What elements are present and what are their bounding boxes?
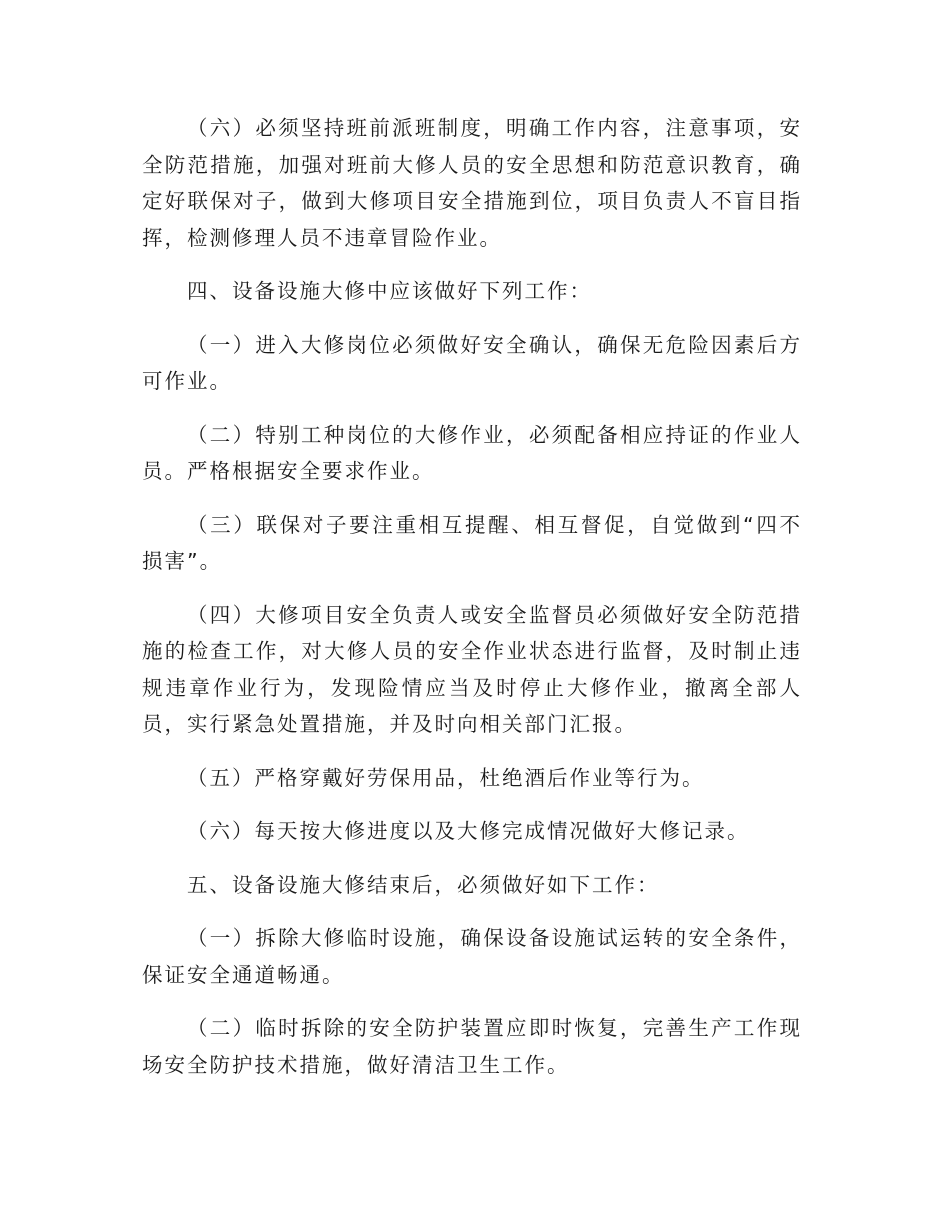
section-heading-5: 五、设备设施大修结束后，必须做好如下工作： xyxy=(187,872,660,897)
section-heading-4: 四、设备设施大修中应该做好下列工作： xyxy=(187,279,592,303)
document-body xyxy=(142,110,802,1100)
paragraph-item-2-certified-personnel: （二）特别工种岗位的大修作业，必须配备相应持证的作业人员。严格根据安全要求作业。 xyxy=(142,422,802,483)
paragraph-item-2-restore-protection: （二）临时拆除的安全防护装置应即时恢复，完善生产工作现场安全防护技术措施，做好清洁卫生工作。 xyxy=(142,1016,802,1077)
paragraph-item-6-daily-records: （六）每天按大修进度以及大修完成情况做好大修记录。 xyxy=(187,819,750,843)
paragraph-item-1-remove-temporary-facilities: （一）拆除大修临时设施，确保设备设施试运转的安全条件，保证安全通道畅通。 xyxy=(142,926,802,987)
paragraph-item-4-safety-supervisor: （四）大修项目安全负责人或安全监督员必须做好安全防范措施的检查工作，对大修人员的安全作业状态进行监督，及时制止违规违章作业行为，发现险情应当及时停止大修作业，撤离全部人员，实行紧急处置措施，并及时向相关部门汇报。 xyxy=(142,602,802,736)
paragraph-item-3-mutual-reminder: （三）联保对子要注重相互提醒、相互督促，自觉做到“四不损害”。 xyxy=(142,512,802,573)
paragraph-item-5-protective-equipment: （五）严格穿戴好劳保用品，杜绝酒后作业等行为。 xyxy=(187,765,705,790)
paragraph-item-6-pre-shift-dispatch: （六）必须坚持班前派班制度，明确工作内容，注意事项，安全防范措施，加强对班前大修人员的安全思想和防范意识教育，确定好联保对子，做到大修项目安全措施到位，项目负责人不盲目指挥，检测修理人员不违章冒险作业。 xyxy=(142,116,802,250)
paragraph-item-1-safety-confirmation: （一）进入大修岗位必须做好安全确认，确保无危险因素后方可作业。 xyxy=(142,332,802,393)
